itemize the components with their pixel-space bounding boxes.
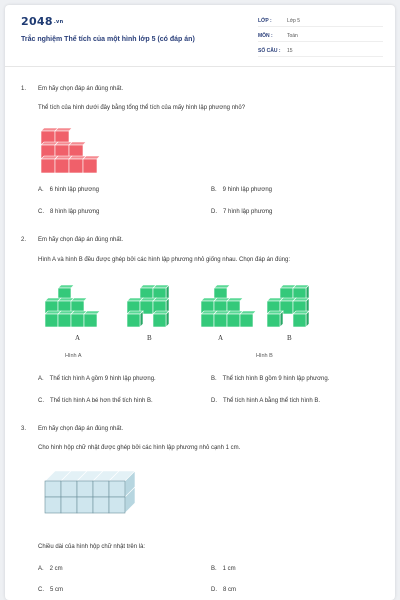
cube-top-face [293,298,309,301]
option-text: 8 cm [223,587,237,593]
option-letter: B. [211,376,217,382]
document-page [5,5,395,600]
option-text: 7 hình lập phương [223,209,273,215]
document-title: Trắc nghiệm Thể tích của một hình lớp 5 (có đáp án) [21,36,195,43]
cube-front-face [45,481,61,497]
answer-option[interactable] [211,376,329,382]
cube-front-face [93,497,109,513]
cube-front-face [109,497,125,513]
cube-front-face [83,159,97,173]
option-text: 2 cm [49,566,63,572]
question-prompt: Em hãy chọn đáp án đúng nhất. [38,86,124,92]
cube-front-face [69,159,83,173]
cube-front-face [153,314,166,327]
cube-front-face [61,497,77,513]
answer-option[interactable] [211,187,272,193]
answer-option[interactable] [38,566,63,572]
green-cube-figure-b [263,280,318,330]
meta-row-class [258,15,383,27]
question-prompt: Em hãy chọn đáp án đúng nhất. [38,237,124,243]
question-body: Cho hình hộp chữ nhật được ghép bởi các hình lập phương nhỏ cạnh 1 cm. [38,445,241,451]
cube-front-face [71,314,84,327]
cube-front-face [45,314,58,327]
answer-option[interactable] [211,587,236,593]
cube-front-face [267,314,280,327]
cube-front-face [58,314,71,327]
cube-front-face [109,481,125,497]
red-cube-figure [41,125,111,175]
option-letter: D. [211,209,217,215]
cube-front-face [240,314,253,327]
cube-front-face [45,497,61,513]
cube-top-face [58,285,74,288]
answer-option[interactable] [38,587,63,593]
cube-top-face [267,311,283,314]
question-body: Hình A và hình B đều được ghép bởi các hình lập phương nhỏ giống nhau. Chọn đáp án đúng: [38,257,291,263]
option-letter: B. [211,566,217,572]
meta-value: Toán [287,33,298,39]
cube-front-face [214,314,227,327]
option-text: 1 cm [222,566,236,572]
cube-top-face [153,298,169,301]
option-letter: C. [38,209,44,215]
option-text: 5 cm [50,587,64,593]
cube-front-face [55,159,69,173]
rectangular-prism-figure [43,467,143,527]
meta-value: Lớp 5 [287,18,301,24]
document-header [5,5,395,67]
option-letter: D. [211,587,217,593]
question-number: 3. [21,426,27,432]
answer-option[interactable] [38,187,99,193]
cube-top-face [83,156,100,159]
meta-key: MÔN : [258,33,273,39]
cube-front-face [41,159,55,173]
cube-top-face [293,311,309,314]
cube-front-face [77,497,93,513]
question-number: 2. [21,237,27,243]
cube-top-face [69,142,86,145]
cube-top-face [127,311,143,314]
option-letter: C. [38,587,44,593]
meta-row-subject [258,30,383,42]
meta-value: 15 [287,48,293,54]
option-text: Thể tích hình A bé hơn thể tích hình B. [50,398,153,404]
cube-front-face [293,314,306,327]
option-text: 8 hình lập phương [50,209,100,215]
figure-caption: Hình A [65,353,82,359]
cube-front-face [77,481,93,497]
green-cube-figure-a [41,280,116,330]
green-cube-figure-b [123,280,178,330]
answer-option[interactable] [211,209,272,215]
cube-top-face [214,285,230,288]
answer-option[interactable] [211,566,236,572]
option-text: Thể tích hình B gồm 9 hình lập phương. [222,376,330,382]
answer-option[interactable] [38,209,99,215]
figure-letter: B [147,334,152,342]
cube-top-face [84,311,100,314]
figure-letter: A [218,334,224,342]
figure-letter: A [75,334,81,342]
question-prompt: Em hãy chọn đáp án đúng nhất. [38,426,124,432]
question-body: Thể tích của hình dưới đây bằng tổng thể tích của mấy hình lập phương nhỏ? [38,105,246,111]
question-number: 1. [21,86,27,92]
answer-option[interactable] [211,398,320,404]
option-text: Thể tích hình A gồm 9 hình lập phương. [49,376,156,382]
option-text: 9 hình lập phương [222,187,272,193]
green-cube-figure-a [197,280,272,330]
option-letter: B. [211,187,217,193]
cube-top-face [153,285,169,288]
meta-key: SỐ CÂU : [258,48,281,54]
cube-front-face [61,481,77,497]
figure-letter: B [287,334,292,342]
cube-front-face [201,314,214,327]
cube-top-face [293,285,309,288]
cube-front-face [127,314,140,327]
meta-key: LỚP : [258,18,272,24]
cube-top-face [71,298,87,301]
option-letter: C. [38,398,44,404]
cube-top-face [227,298,243,301]
site-logo[interactable] [21,15,63,28]
logo-main: 2048 [21,15,53,28]
option-letter: D. [211,398,217,404]
figure-caption: Hình B [256,353,273,359]
meta-row-count [258,45,383,57]
option-letter: A. [38,187,44,193]
cube-front-face [84,314,97,327]
option-text: 6 hình lập phương [49,187,99,193]
answer-option[interactable] [38,376,156,382]
option-letter: A. [38,566,44,572]
cube-front-face [93,481,109,497]
cube-top-face [240,311,256,314]
cube-top-face [55,128,72,131]
option-letter: A. [38,376,44,382]
logo-suffix: .vn [53,19,64,25]
question-body-followup: Chiều dài của hình hộp chữ nhật trên là: [38,544,146,550]
cube-top-face [153,311,169,314]
cube-front-face [227,314,240,327]
answer-option[interactable] [38,398,153,404]
option-text: Thể tích hình A bằng thể tích hình B. [223,398,321,404]
